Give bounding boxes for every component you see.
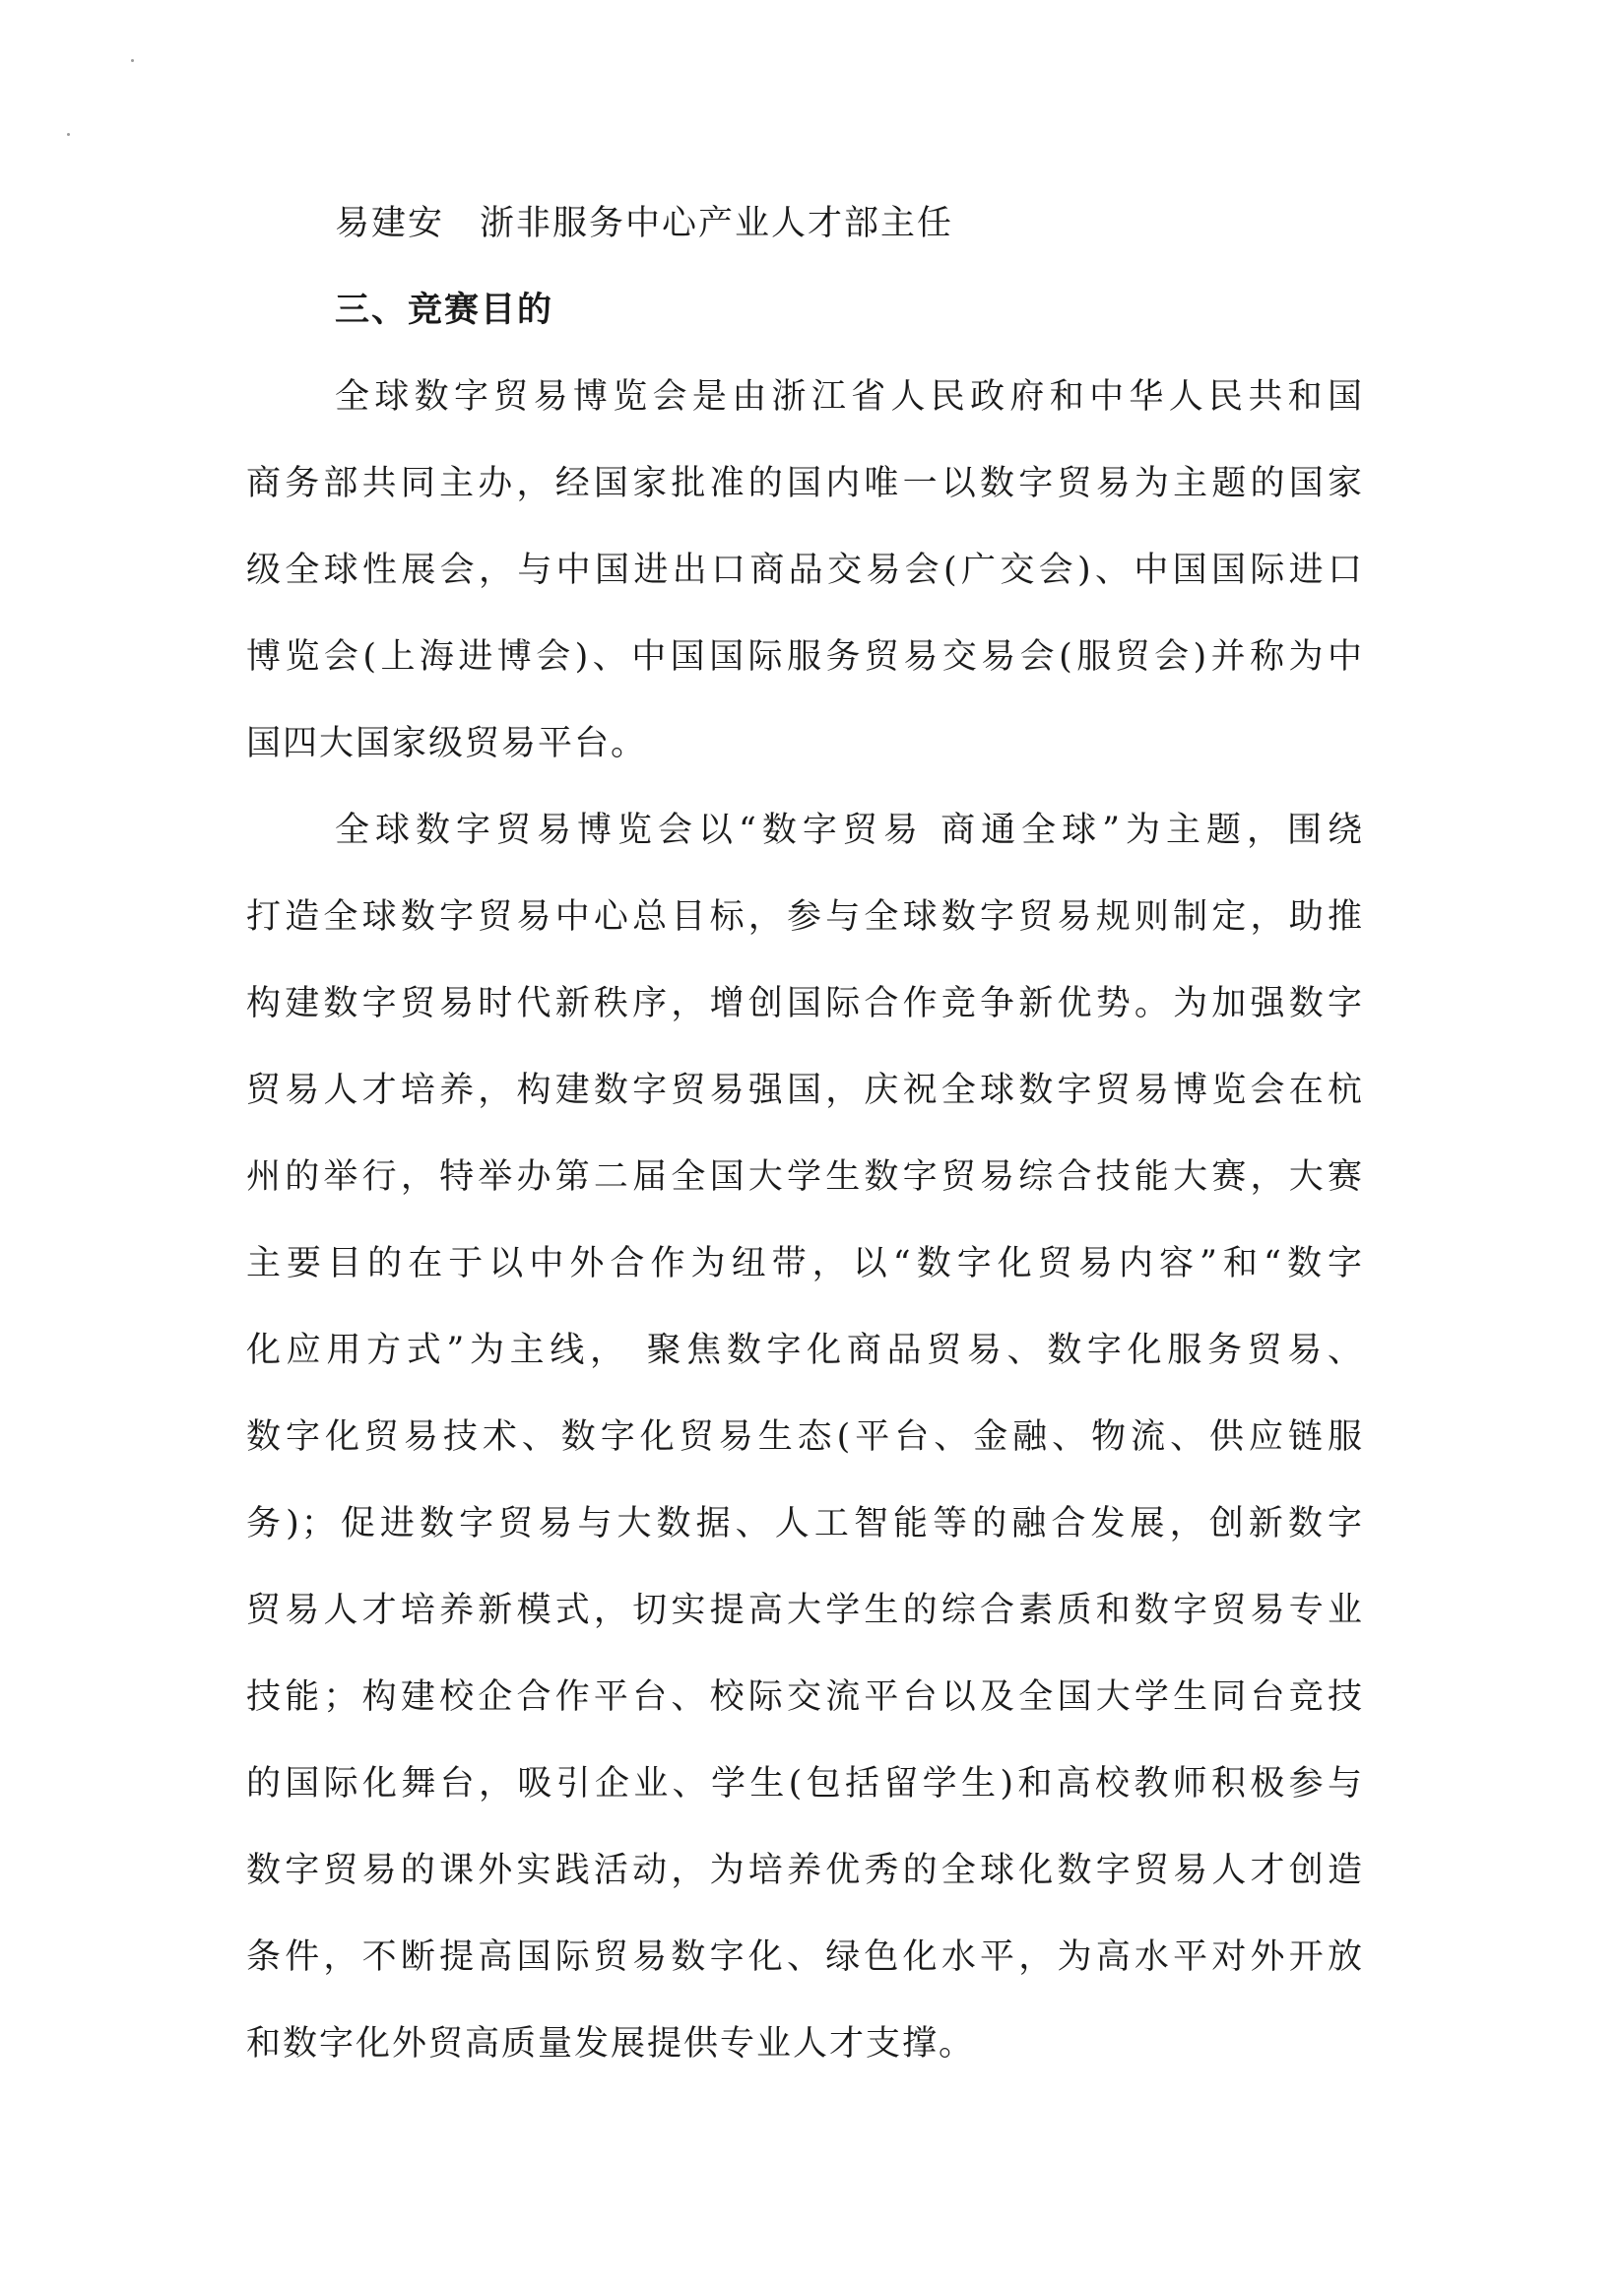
paragraph-line: 全球数字贸易博览会以“数字贸易 商通全球”为主题，围绕	[335, 811, 1364, 850]
section-heading-line	[246, 289, 1364, 375]
paragraph-line: 打造全球数字贸易中心总目标，参与全球数字贸易规则制定，助推	[246, 897, 1364, 937]
section-heading: 三、竞赛目的	[335, 290, 554, 330]
paragraph-line: 级全球性展会，与中国进出口商品交易会(广交会)、中国国际进口	[246, 551, 1364, 590]
person-role: 浙非服务中心产业人才部主任	[480, 204, 954, 243]
scan-speck	[67, 133, 70, 136]
paragraph-line: 技能；构建校企合作平台、校际交流平台以及全国大学生同台竞技	[246, 1677, 1364, 1717]
paragraph-line: 条件，不断提高国际贸易数字化、绿色化水平，为高水平对外开放	[246, 1937, 1364, 1977]
paragraph-line: 国四大国家级贸易平台。	[246, 724, 648, 763]
person-line	[246, 202, 1364, 289]
paragraph-line: 的国际化舞台，吸引企业、学生(包括留学生)和高校教师积极参与	[246, 1764, 1364, 1804]
paragraph-line: 贸易人才培养，构建数字贸易强国，庆祝全球数字贸易博览会在杭	[246, 1071, 1364, 1110]
paragraph-line: 和数字化外贸高质量发展提供专业人才支撑。	[246, 2024, 976, 2064]
paragraph-line: 贸易人才培养新模式，切实提高大学生的综合素质和数字贸易专业	[246, 1591, 1364, 1630]
paragraph-line: 化应用方式”为主线， 聚焦数字化商品贸易、数字化服务贸易、	[246, 1331, 1364, 1370]
paragraph-line: 博览会(上海进博会)、中国国际服务贸易交易会(服贸会)并称为中	[246, 637, 1364, 677]
paragraph-line: 州的举行，特举办第二届全国大学生数字贸易综合技能大赛，大赛	[246, 1157, 1364, 1197]
paragraph-2	[246, 809, 1364, 2109]
document-body	[246, 202, 1364, 2109]
paragraph-1	[246, 375, 1364, 809]
scan-speck	[131, 59, 134, 62]
paragraph-line: 数字化贸易技术、数字化贸易生态(平台、金融、物流、供应链服	[246, 1417, 1364, 1457]
person-name: 易建安	[335, 204, 445, 243]
paragraph-line: 构建数字贸易时代新秩序，增创国际合作竞争新优势。为加强数字	[246, 984, 1364, 1023]
paragraph-line: 商务部共同主办，经国家批准的国内唯一以数字贸易为主题的国家	[246, 464, 1364, 503]
paragraph-line: 数字贸易的课外实践活动，为培养优秀的全球化数字贸易人才创造	[246, 1851, 1364, 1890]
paragraph-line: 务)；促进数字贸易与大数据、人工智能等的融合发展，创新数字	[246, 1504, 1364, 1543]
paragraph-line: 主要目的在于以中外合作为纽带，以“数字化贸易内容”和“数字	[246, 1244, 1364, 1283]
paragraph-line: 全球数字贸易博览会是由浙江省人民政府和中华人民共和国	[335, 377, 1364, 417]
